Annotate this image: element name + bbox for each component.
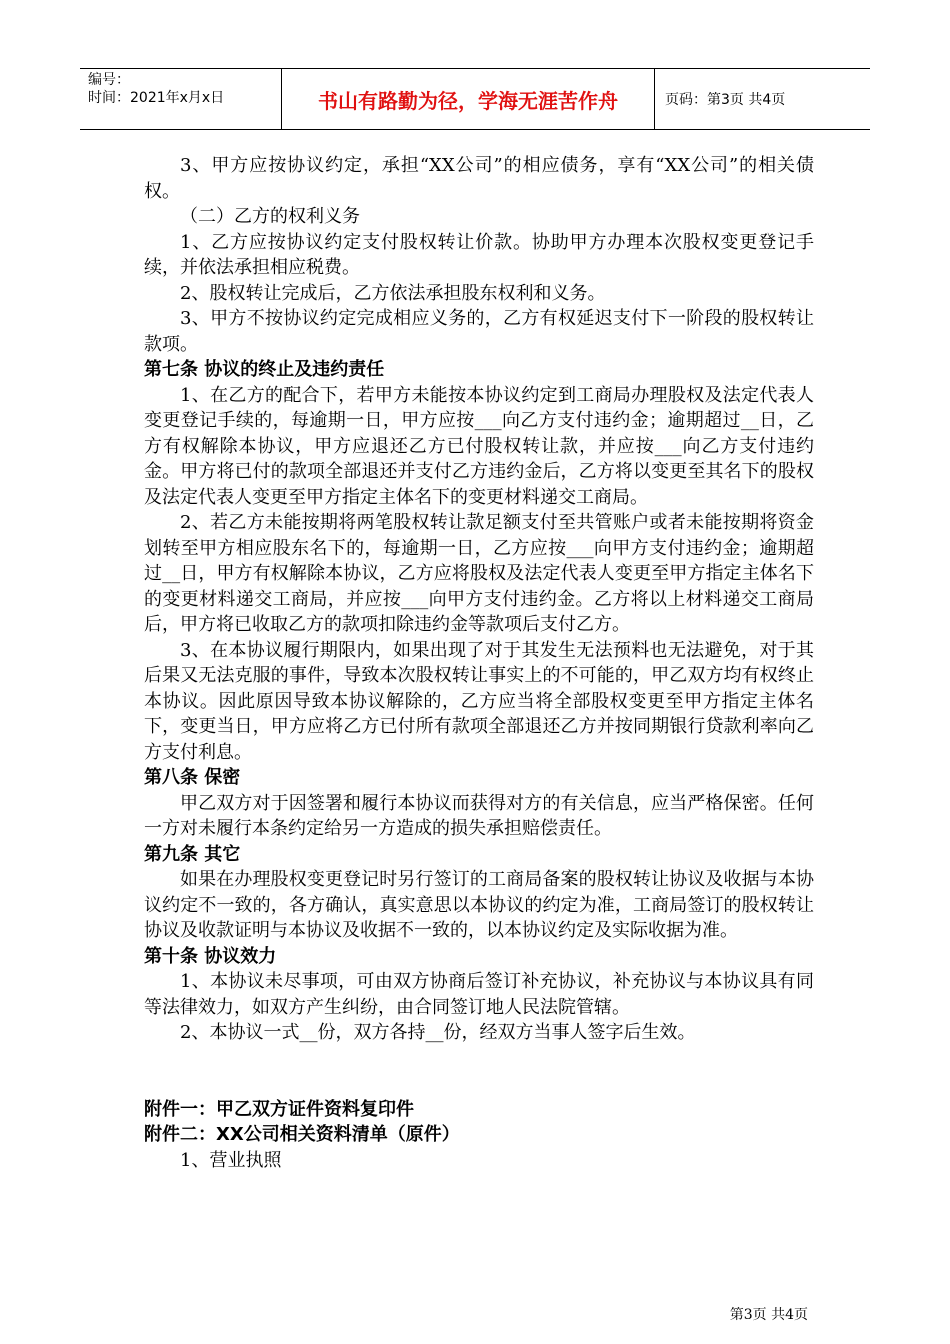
paragraph: 3、甲方不按协议约定完成相应义务的，乙方有权延迟支付下一阶段的股权转让款项。 [144, 308, 814, 355]
paragraph: 3、甲方应按协议约定，承担“XX公司”的相应债务，享有“XX公司”的相关债权。 [144, 155, 814, 202]
paragraph: 1、在乙方的配合下，若甲方未能按本协议约定到工商局办理股权及法定代表人变更登记手续的，每逾期一日，甲方应按___向乙方支付违约金；逾期超过__日，乙方有权解除本协议，甲方应退还乙方已付股权转让款，并应按___向乙方支付违约金。甲方将已付的款项全部退还并支付乙方违约金后，乙方将以变更至其名下的股权及法定代表人变更至甲方指定主体名下的变更材料递交工商局。 [144, 384, 814, 508]
subsection-heading: （二）乙方的权利义务 [180, 206, 360, 227]
article-7-heading: 第七条 协议的终止及违约责任 [144, 359, 385, 380]
paragraph: 甲乙双方对于因签署和履行本协议而获得对方的有关信息，应当严格保密。任何一方对未履行本条约定给另一方造成的损失承担赔偿责任。 [144, 792, 814, 839]
header-motto: 书山有路勤为径，学海无涯苦作舟 [282, 69, 655, 129]
footer-page-number: 第3页 共4页 [729, 1307, 808, 1323]
attachment-1: 附件一：甲乙双方证件资料复印件 [144, 1098, 414, 1120]
paragraph: 2、本协议一式__份，双方各持__份，经双方当事人签字后生效。 [180, 1022, 696, 1043]
paragraph: 1、乙方应按协议约定支付股权转让价款。协助甲方办理本次股权变更登记手续，并依法承担相应税费。 [144, 231, 814, 278]
attachment-2-item: 1、营业执照 [180, 1149, 282, 1171]
header-page-number: 页码：第3页 共4页 [665, 92, 786, 108]
article-9-heading: 第九条 其它 [144, 843, 241, 865]
paragraph: 2、若乙方未能按期将两笔股权转让款足额支付至共管账户或者未能按期将资金划转至甲方相应股东名下的，每逾期一日，乙方应按___向甲方支付违约金；逾期超过__日，甲方有权解除本协议，乙方应将股权及法定代表人变更至甲方指定主体名下的变更材料递交工商局，并应按___向甲方支付违约金。乙方将以上材料递交工商局后，甲方将已收取乙方的款项扣除违约金等款项后支付乙方。 [144, 512, 814, 635]
document-number: 编号： [88, 72, 130, 88]
article-8-heading: 第八条 保密 [144, 767, 241, 788]
attachment-2: 附件二：XX公司相关资料清单（原件） [144, 1124, 460, 1145]
paragraph: 如果在办理股权变更登记时另行签订的工商局备案的股权转让协议及收据与本协议约定不一致的，各方确认，真实意思以本协议的约定为准，工商局签订的股权转让协议及收款证明与本协议及收据不一致的，以本协议约定及实际收据为准。 [144, 869, 814, 941]
paragraph: 1、本协议未尽事项，可由双方协商后签订补充协议，补充协议与本协议具有同等法律效力，如双方产生纠纷，由合同签订地人民法院管辖。 [144, 971, 814, 1018]
paragraph: 2、股权转让完成后，乙方依法承担股东权利和义务。 [180, 282, 606, 304]
document-date: 时间：2021年x月x日 [88, 90, 225, 106]
article-10-heading: 第十条 协议效力 [144, 945, 277, 967]
spacer [144, 1046, 814, 1097]
document-body [144, 153, 814, 1173]
page-header [80, 68, 870, 130]
paragraph: 3、在本协议履行期限内，如果出现了对于其发生无法预料也无法避免，对于其后果又无法克服的事件，导致本次股权转让事实上的不可能的，甲乙双方均有权终止本协议。因此原因导致本协议解除的，乙方应当将全部股权变更至甲方指定主体名下，变更当日，甲方应将乙方已付所有款项全部退还乙方并按同期银行贷款利率向乙方支付利息。 [144, 639, 814, 763]
header-meta [80, 69, 282, 129]
